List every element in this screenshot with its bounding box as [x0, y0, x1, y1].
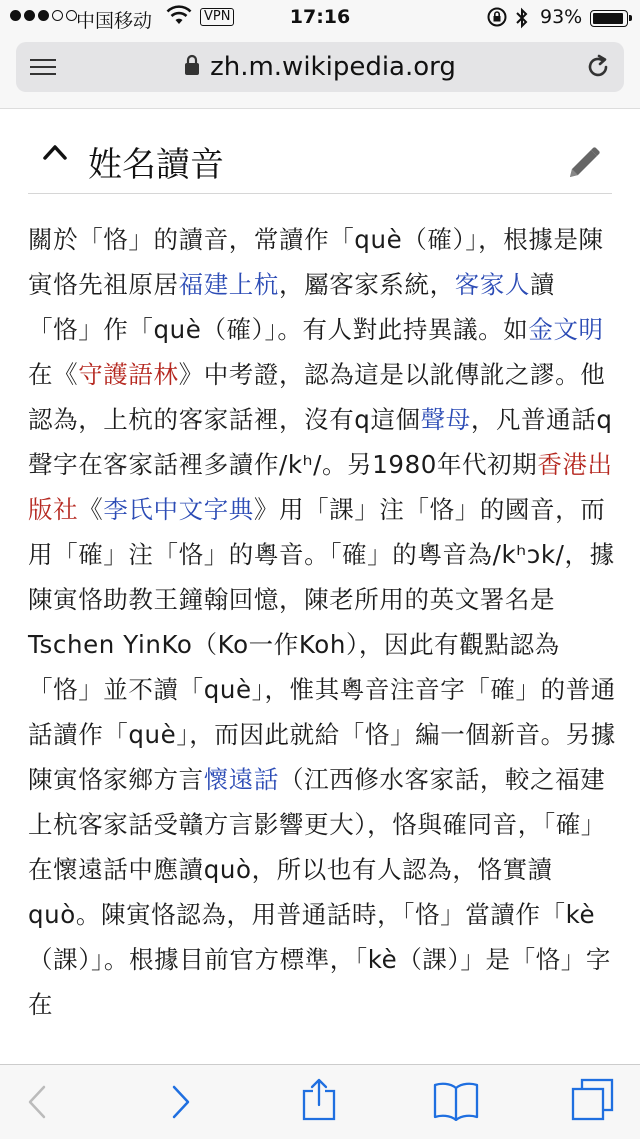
battery-icon: [590, 10, 628, 27]
article-link[interactable]: 香港出版社: [28, 450, 613, 524]
lock-icon: [184, 53, 200, 83]
article-text: 關於「恪」的讀音，常讀作「què（確）」，根據是陳寅恪先祖原居: [28, 225, 604, 299]
bookmarks-icon[interactable]: [432, 1079, 480, 1125]
article-link[interactable]: 客家人: [454, 270, 531, 299]
article-text: ，屬客家系統，: [279, 270, 455, 299]
article-text: 在《: [28, 360, 79, 389]
forward-icon[interactable]: [166, 1083, 194, 1125]
article-text: 》用「課」注「恪」的國音，而用「確」注「恪」的粵音。「確」的粵音為/kʰɔk/，據陳寅恪助教王鐘翰回憶，陳老所用的英文署名是Tschen YinKo（Ko一作Koh），因此有觀點認為「恪」並不讀「què」，惟其粵音注音字「確」的普通話讀作「què」，而因此就給「恪」編一個新音。另據陳寅恪家鄉方言: [28, 495, 616, 794]
article-link[interactable]: 懷遠話: [203, 765, 280, 794]
vpn-badge: VPN: [200, 8, 234, 26]
reload-icon[interactable]: [584, 53, 612, 85]
back-icon[interactable]: [24, 1083, 52, 1125]
address-bar[interactable]: [16, 42, 624, 92]
article-text: （江西修水客家話，較之福建上杭客家話受贛方言影響更大），恪與確同音，「確」在懷遠話中應讀quò，所以也有人認為，恪實讀quò。陳寅恪認為，用普通話時，「恪」當讀作「kè（課）」。根據目前官方標準，「kè（課）」是「恪」字在: [28, 765, 611, 1019]
rotation-lock-icon: [486, 6, 508, 33]
status-bar: [0, 0, 640, 36]
article-link[interactable]: 福建上杭: [178, 270, 280, 299]
section-title: 姓名讀音: [88, 145, 224, 185]
article-paragraph: [28, 217, 618, 1027]
url-text: zh.m.wikipedia.org: [210, 52, 456, 82]
url-display[interactable]: [16, 52, 624, 83]
status-time: 17:16: [289, 6, 351, 28]
article-link[interactable]: 李氏中文字典: [103, 495, 254, 524]
section-header[interactable]: [28, 125, 612, 194]
carrier-name: 中国移动: [76, 10, 153, 32]
article-text: 《: [78, 495, 104, 524]
page-content: [0, 108, 640, 1065]
share-icon[interactable]: [300, 1077, 338, 1127]
battery-percent: 93%: [540, 6, 583, 28]
pencil-icon[interactable]: [564, 143, 604, 187]
article-link[interactable]: 守護語林: [78, 360, 179, 389]
article-text: ，凡普通話q聲字在客家話裡多讀作/kʰ/。另1980年代初期: [28, 405, 613, 479]
article-text: 讀「恪」作「què（確）」。有人對此持異議。如: [28, 270, 556, 344]
tabs-icon[interactable]: [570, 1077, 616, 1127]
chevron-up-icon[interactable]: [42, 143, 68, 165]
article-link[interactable]: 金文明: [528, 315, 604, 344]
article-link[interactable]: 聲母: [420, 405, 471, 434]
browser-toolbar: [0, 1064, 640, 1139]
bluetooth-icon: [514, 6, 530, 35]
article-text: 》中考證，認為這是以訛傳訛之謬。他認為，上杭的客家話裡，沒有q這個: [28, 360, 606, 434]
